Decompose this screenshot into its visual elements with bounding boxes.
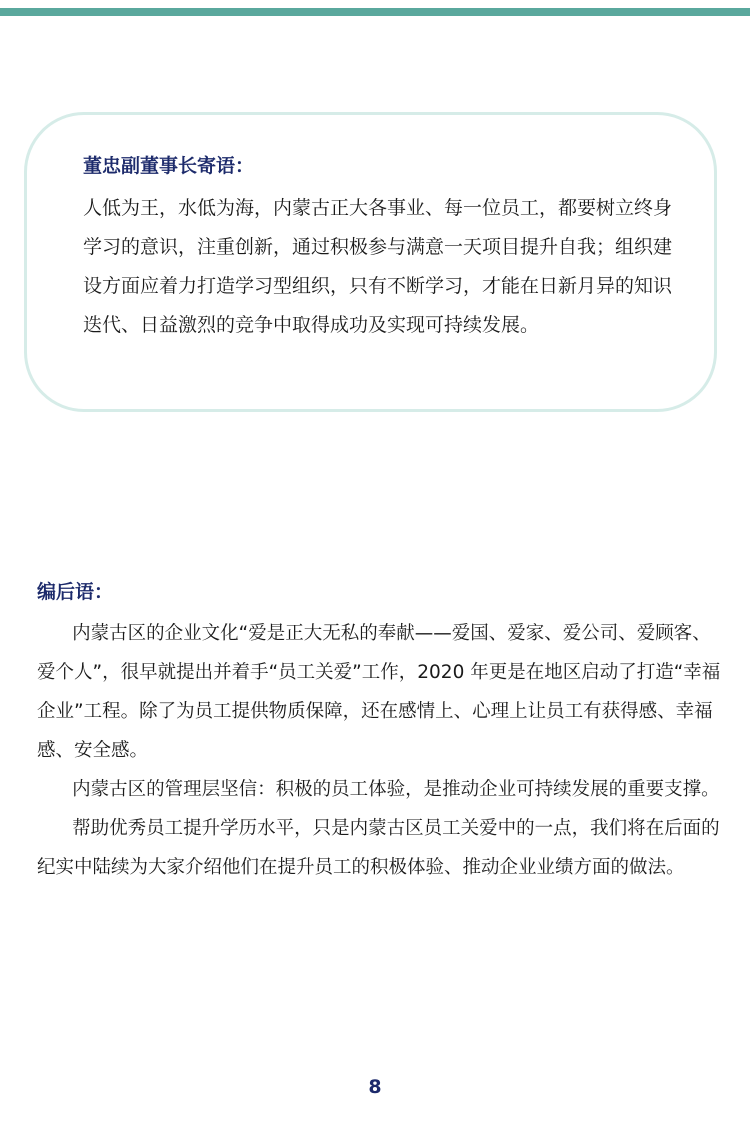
afterword-section [37, 576, 727, 887]
afterword-paragraph: 内蒙古区的企业文化“爱是正大无私的奉献——爱国、爱家、爱公司、爱顾客、爱个人”，很早就提出并着手“员工关爱”工作，2020 年更是在地区启动了打造“幸福企业”工程。除了为员工提供物质保障，还在感情上、心理上让员工有获得感、幸福感、安全感。 [37, 623, 721, 761]
afterword-paragraph: 帮助优秀员工提升学历水平，只是内蒙古区员工关爱中的一点，我们将在后面的纪实中陆续为大家介绍他们在提升员工的积极体验、推动企业业绩方面的做法。 [37, 818, 720, 878]
quote-title: 董忠副董事长寄语： [83, 155, 255, 177]
afterword-title: 编后语： [37, 581, 114, 603]
quote-box [24, 112, 717, 412]
afterword-paragraph: 内蒙古区的管理层坚信：积极的员工体验，是推动企业可持续发展的重要支撑。 [72, 779, 720, 800]
page-number: 8 [368, 1076, 382, 1098]
top-accent-bar [0, 8, 750, 16]
quote-text: 人低为王，水低为海，内蒙古正大各事业、每一位员工，都要树立终身学习的意识，注重创新，通过积极参与满意一天项目提升自我；组织建设方面应着力打造学习型组织，只有不断学习，才能在日新月异的知识迭代、日益激烈的竞争中取得成功及实现可持续发展。 [83, 197, 673, 336]
